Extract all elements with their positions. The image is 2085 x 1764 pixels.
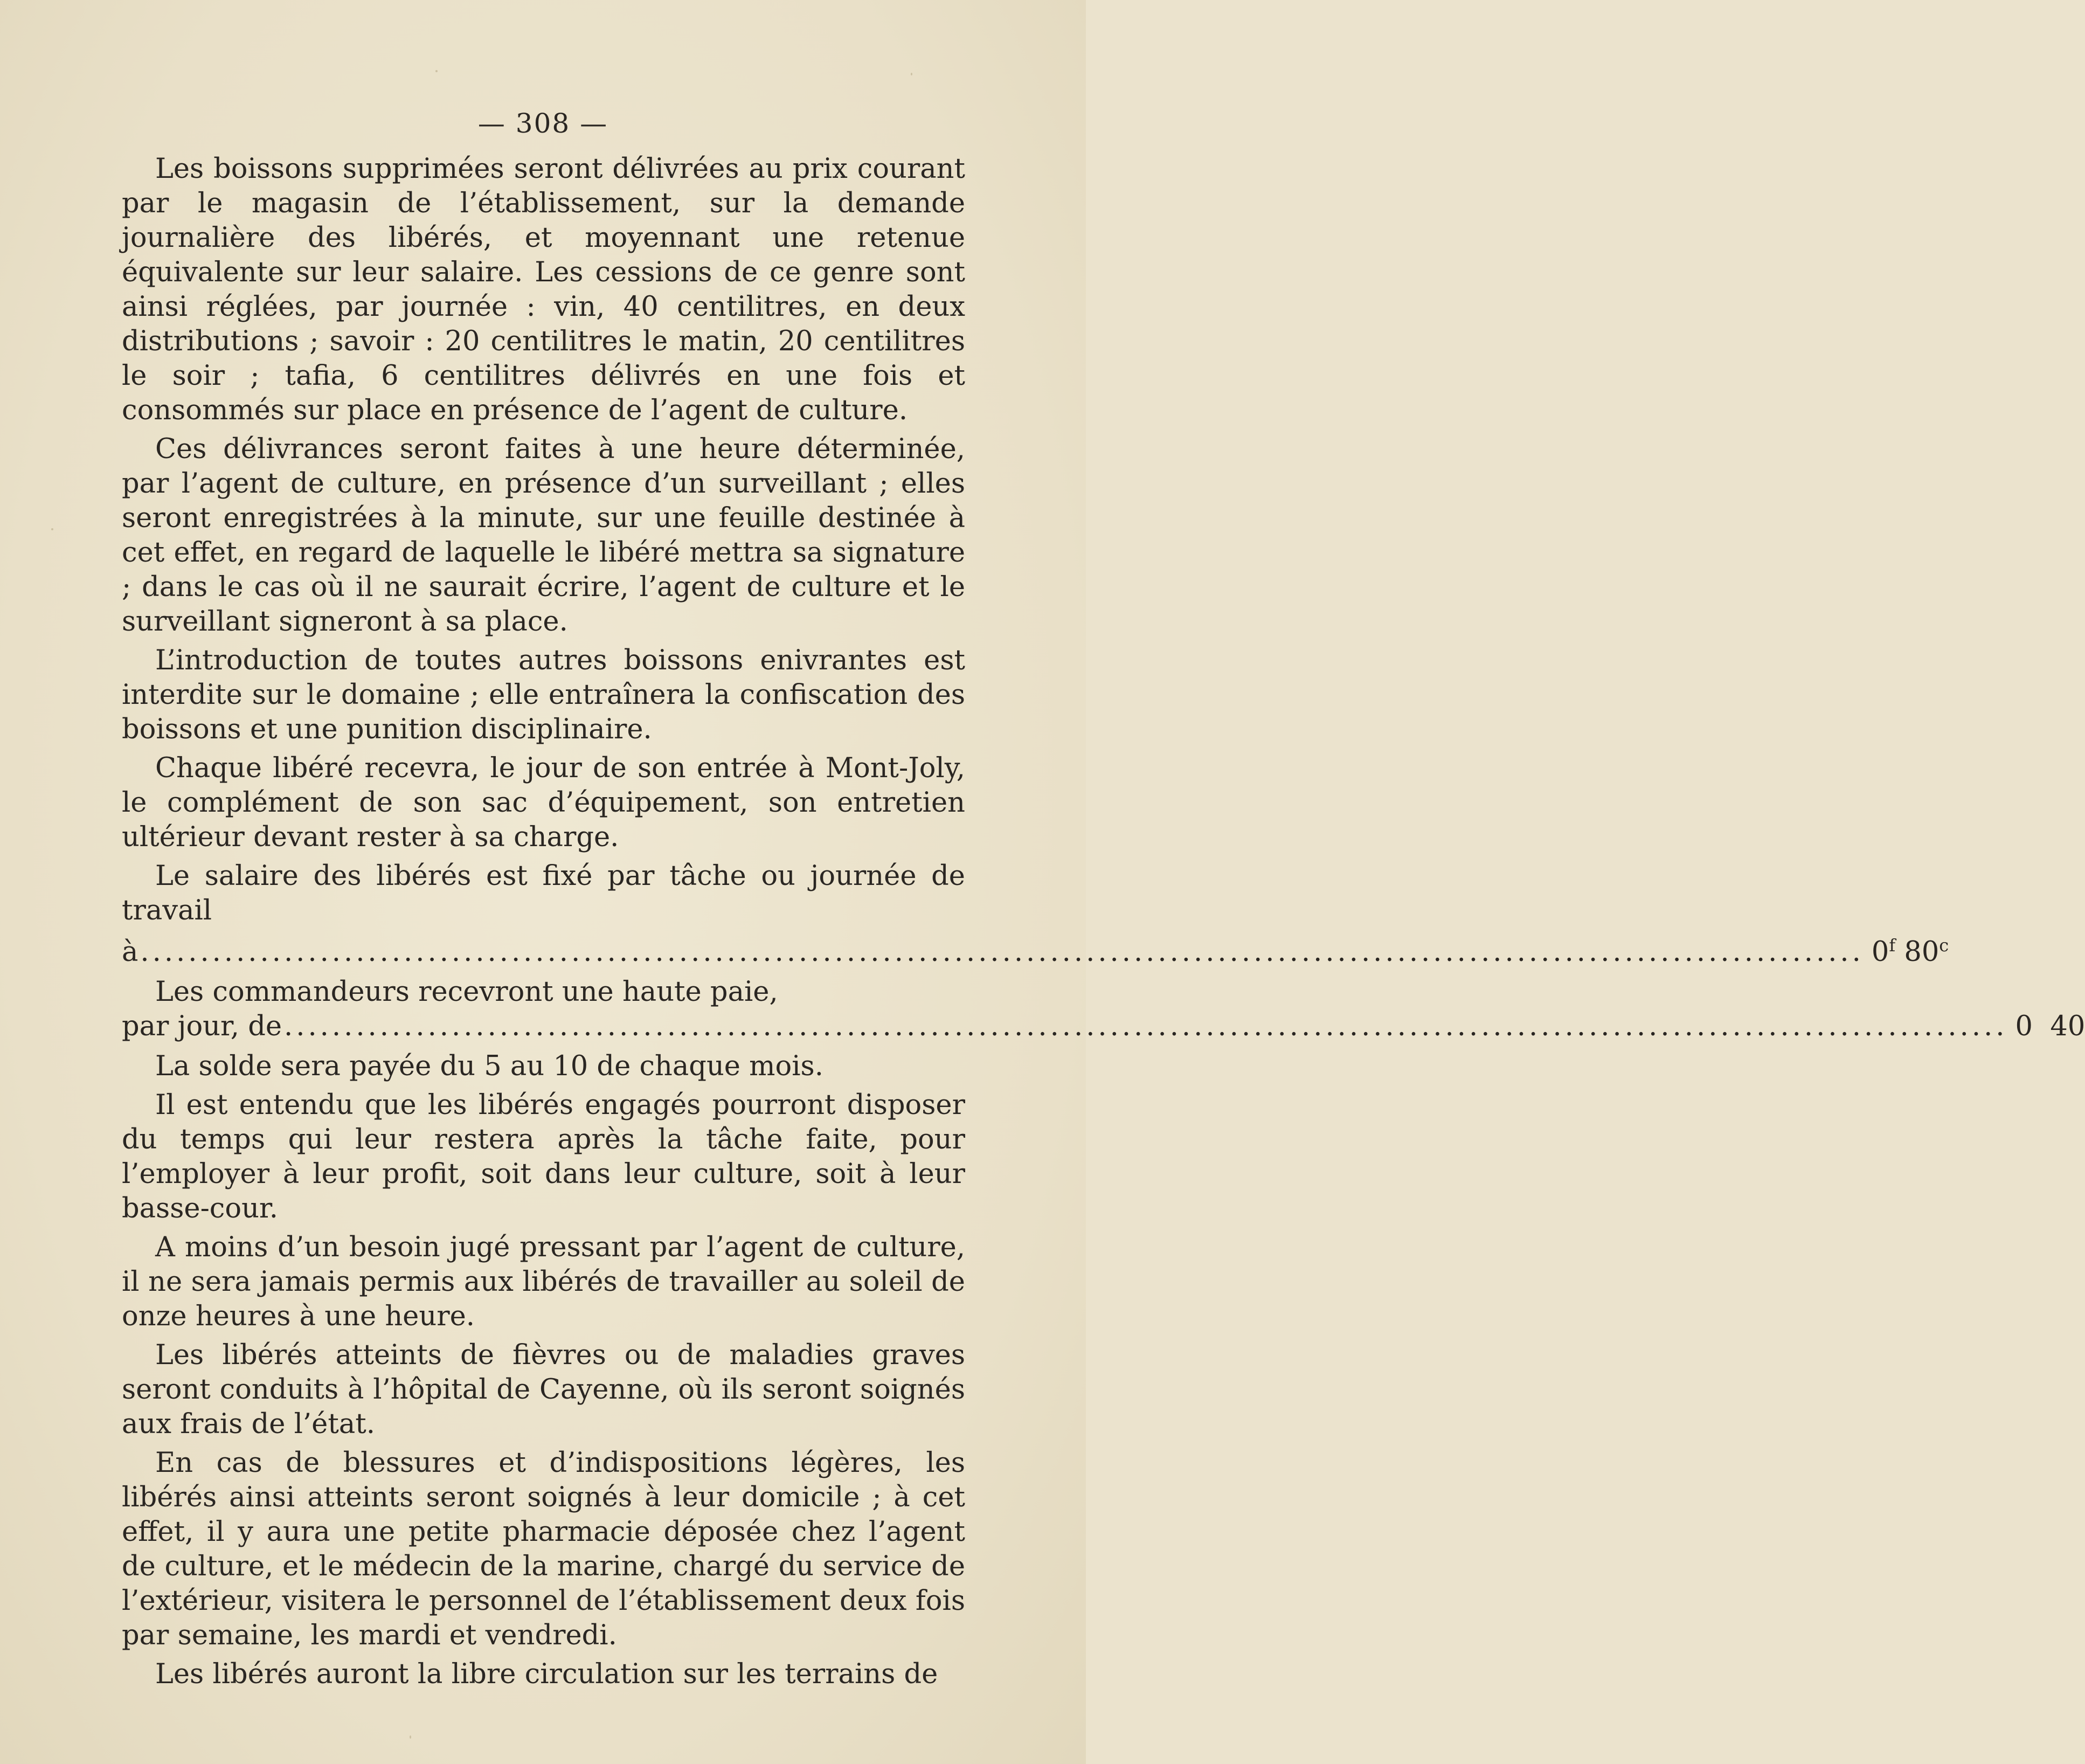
dot-leader: ................................................................................................................................................ [140,936,1864,968]
paragraph: Les libérés atteints de fièvres ou de maladies graves seront conduits à l’hôpital de Cayenne, où ils seront soignés aux frais de l’état. [122,1339,965,1440]
paragraph: Ces délivrances seront faites à une heure déterminée, par l’agent de culture, en présence d’un surveillant ; elles seront enregistrées à la minute, sur une feuille destinée à cet effet, en regard de laquelle le libéré mettra sa signature ; dans le cas où il ne saurait écrire, l’agent de culture et le surveillant signeront à sa place. [122,433,965,638]
paragraph: A moins d’un besoin jugé pressant par l’agent de culture, il ne sera jamais permis aux libérés de travailler au soleil de onze heures à une heure. [122,1232,965,1332]
paragraph: Le salaire des libérés est fixé par tâche ou journée de travail [122,860,965,926]
paper-speck [911,73,912,75]
paragraph: L’introduction de toutes autres boissons enivrantes est interdite sur le domaine ; elle entraînera la confiscation des boissons et une punition disciplinaire. [122,645,965,745]
wage-francs: 0 [1871,936,1889,968]
dot-leader: ................................................................................................................................................ [284,1011,2008,1042]
commandeurs-line [122,1009,2085,1044]
centime-unit: c [1939,935,1949,956]
franc-unit: f [1889,935,1896,956]
paragraph: Les commandeurs recevront une haute paie, [155,976,778,1008]
paragraph: Les libérés auront la libre circulation sur les terrains de [155,1658,938,1690]
wage-line-label: à [122,936,138,968]
paper-speck [51,528,53,530]
commandeurs-amount: 0 40 [2015,1011,2085,1042]
paper-speck [410,1735,411,1739]
wage-line [122,928,1949,970]
paper-speck [435,70,438,72]
wage-amount [1872,928,1949,970]
body-text [122,152,2085,1696]
commandeurs-line-label: par jour, de [122,1011,282,1042]
paragraph: Il est entendu que les libérés engagés pourront disposer du temps qui leur restera après la tâche faite, pour l’employer à leur profit, soit dans leur culture, soit à leur basse-cour. [122,1089,965,1225]
page-number: — 308 — [477,108,608,139]
paragraph: La solde sera payée du 5 au 10 de chaque mois. [155,1050,823,1082]
paragraph: En cas de blessures et d’indispositions légères, les libérés ainsi atteints seront soignés à leur domicile ; à cet effet, il y aura une petite pharmacie déposée chez l’agent de culture, et le médecin de la marine, chargé du service de l’extérieur, visitera le personnel de l’établissement deux fois par semaine, les mardi et vendredi. [122,1447,965,1651]
paragraph: Les boissons supprimées seront délivrées au prix courant par le magasin de l’établissement, sur la demande journalière des libérés, et moyennant une retenue équivalente sur leur salaire. Les cessions de ce genre sont ainsi réglées, par journée : vin, 40 centilitres, en deux distributions ; savoir : 20 centilitres le matin, 20 centilitres le soir ; tafia, 6 centilitres délivrés en une fois et consommés sur place en présence de l’agent de culture. [122,153,965,426]
paragraph: Chaque libéré recevra, le jour de son entrée à Mont-Joly, le complément de son sac d’équipement, son entretien ultérieur devant rester à sa charge. [122,752,965,853]
wage-centimes: 80 [1904,936,1939,968]
